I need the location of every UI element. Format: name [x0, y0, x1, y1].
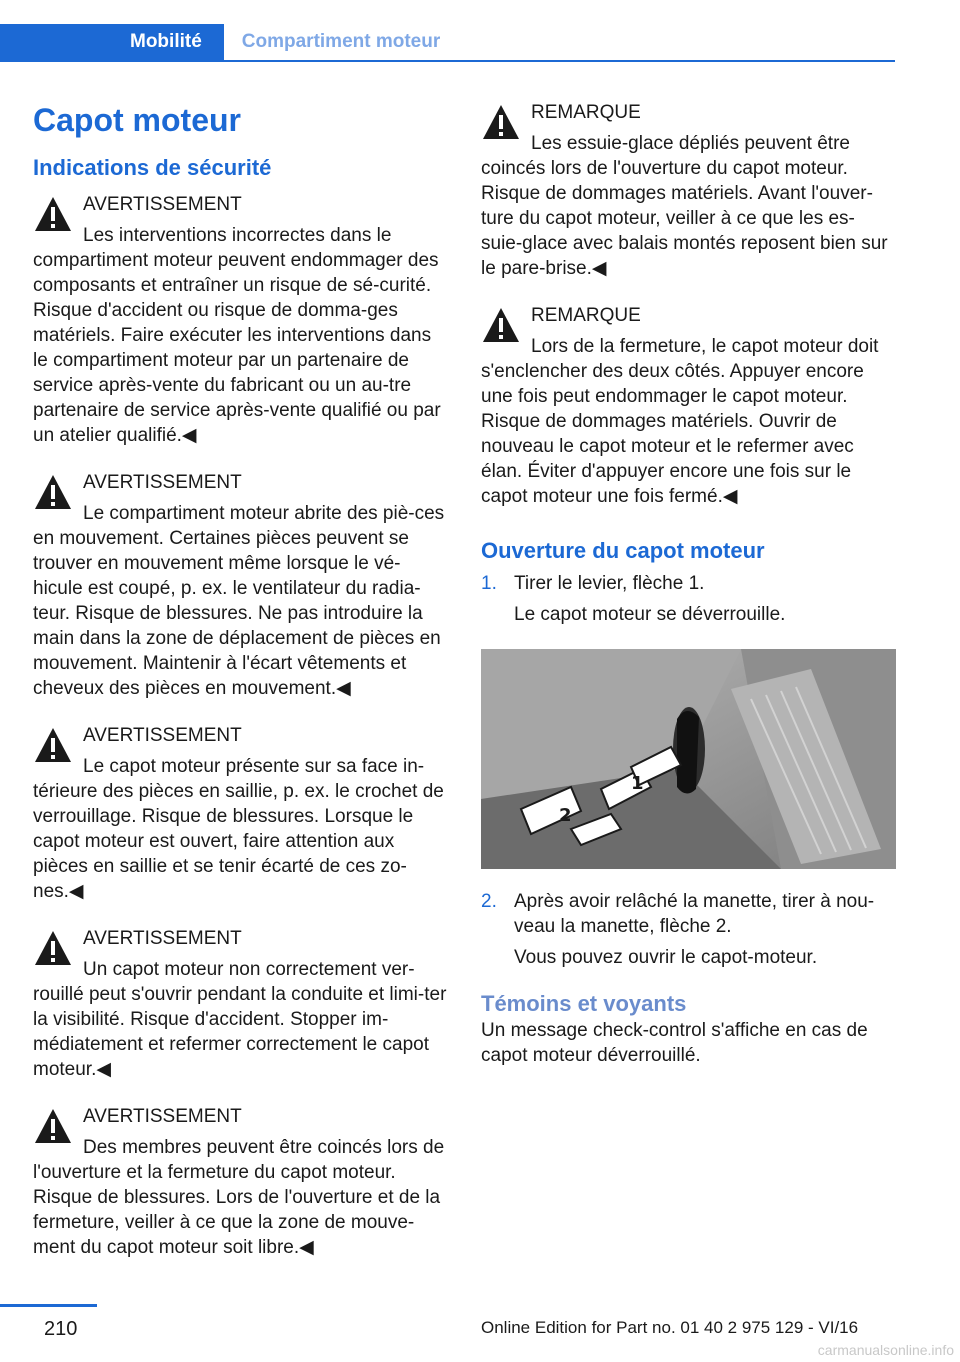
warning-triangle-icon [481, 102, 521, 142]
section-heading-indicators: Témoins et voyants [481, 991, 687, 1016]
warning-triangle-icon [33, 725, 73, 765]
step-text: Tirer le levier, flèche 1. [514, 573, 705, 594]
steps-list [481, 571, 896, 627]
warning-title: AVERTISSEMENT [83, 725, 242, 746]
step-number: 1. [481, 573, 497, 594]
warning-triangle-icon [481, 305, 521, 345]
footer-accent-line [0, 1304, 97, 1307]
page-title: Capot moteur [33, 102, 241, 138]
note-title: REMARQUE [531, 305, 641, 326]
right-column [481, 100, 896, 1068]
warning-title: AVERTISSEMENT [83, 928, 242, 949]
warning-triangle-icon [33, 928, 73, 968]
section-heading-opening: Ouverture du capot moteur [481, 538, 765, 563]
warning-title: AVERTISSEMENT [83, 1106, 242, 1127]
warning-text: Des membres peuvent être coincés lors de l'ouverture et la fermeture du capot moteur. Risque de blessures. Lors de l'ouverture et de la fermeture, veiller à ce que la zone de mouve‐ment du capot moteur soit libre.◀ [33, 1137, 445, 1258]
warning-triangle-icon [33, 472, 73, 512]
arrow-label-2: 2 [559, 805, 572, 826]
list-item [481, 889, 896, 970]
left-column [33, 100, 448, 1282]
warning-title: AVERTISSEMENT [83, 472, 242, 493]
warning-triangle-icon [33, 194, 73, 234]
watermark: carmanualsonline.info [817, 1342, 954, 1358]
warning-block [33, 723, 448, 904]
edition-note: Online Edition for Part no. 01 40 2 975 129 - VI/16 [481, 1318, 859, 1337]
warning-block [33, 926, 448, 1082]
hood-release-lever-illustration [481, 649, 896, 869]
warning-text: Un capot moteur non correctement ver‐rouillé peut s'ouvrir pendant la conduite et limi‐ter la visibilité. Risque d'accident. Stopper im‐médiatement et refermer correctement le capot moteur.◀ [33, 959, 447, 1080]
warning-triangle-icon [33, 1106, 73, 1146]
warning-text: Le compartiment moteur abrite des piè‐ces en mouvement. Certaines pièces peuvent se trouver en mouvement même lorsque le vé‐hicule est coupé, p. ex. le ventilateur du radia‐teur. Risque de blessures. Ne pas introduire la main dans la zone de déplacement de pièces en mouvement. Maintenir à l'écart vêtements et cheveux des pièces en mouvement.◀ [33, 503, 445, 699]
tab-mobilite[interactable]: Mobilité [0, 24, 224, 60]
page-number: 210 [44, 1318, 78, 1340]
tab-compartiment-moteur[interactable]: Compartiment moteur [241, 31, 441, 52]
note-text: Les essuie-glace dépliés peuvent être coincés lors de l'ouverture du capot moteur. Risque de dommages matériels. Avant l'ouver‐ture du capot moteur, veiller à ce que les es‐suie-glace avec balais montés reposent bien sur le pare-brise.◀ [481, 133, 888, 279]
arrow-label-1: 1 [631, 773, 644, 794]
note-block [481, 100, 896, 281]
step-result: Le capot moteur se déverrouille. [514, 604, 786, 625]
steps-list [481, 889, 896, 970]
indicators-text: Un message check-control s'affiche en cas de capot moteur déverrouillé. [481, 1020, 868, 1066]
warning-block [33, 470, 448, 701]
warning-title: AVERTISSEMENT [83, 194, 242, 215]
step-number: 2. [481, 891, 497, 912]
warning-block [33, 1104, 448, 1260]
header-bar [0, 24, 895, 62]
note-text: Lors de la fermeture, le capot moteur doit s'enclencher des deux côtés. Appuyer encore une fois peut endommager le capot moteur. Risque de dommages matériels. Ouvrir de nouveau le capot moteur et le refermer avec élan. Éviter d'appuyer encore une fois sur le capot moteur une fois fermé.◀ [481, 336, 879, 507]
safety-heading: Indications de sécurité [33, 155, 272, 180]
step-text: Après avoir relâché la manette, tirer à nou‐veau la manette, flèche 2. [514, 891, 875, 937]
note-block [481, 303, 896, 509]
warning-text: Le capot moteur présente sur sa face in‐térieure des pièces en saillie, p. ex. le crochet de verrouillage. Risque de blessures. Lorsque le capot moteur est ouvert, faire attention aux pièces en saillie et se tenir écarté de ces zo‐nes.◀ [33, 756, 444, 902]
step-result: Vous pouvez ouvrir le capot-moteur. [514, 947, 818, 968]
lever-illustration-svg [481, 649, 896, 869]
warning-text: Les interventions incorrectes dans le compartiment moteur peuvent endommager des composants et entraîner un risque de sé‐curité. Risque d'accident ou risque de domma‐ges matériels. Faire exécuter les interventions dans le compartiment moteur par un partenaire de service après-vente du fabricant ou un au‐tre partenaire de service après-vente qualifié ou par un atelier qualifié.◀ [33, 225, 441, 446]
list-item [481, 571, 896, 627]
note-title: REMARQUE [531, 102, 641, 123]
warning-block [33, 192, 448, 448]
